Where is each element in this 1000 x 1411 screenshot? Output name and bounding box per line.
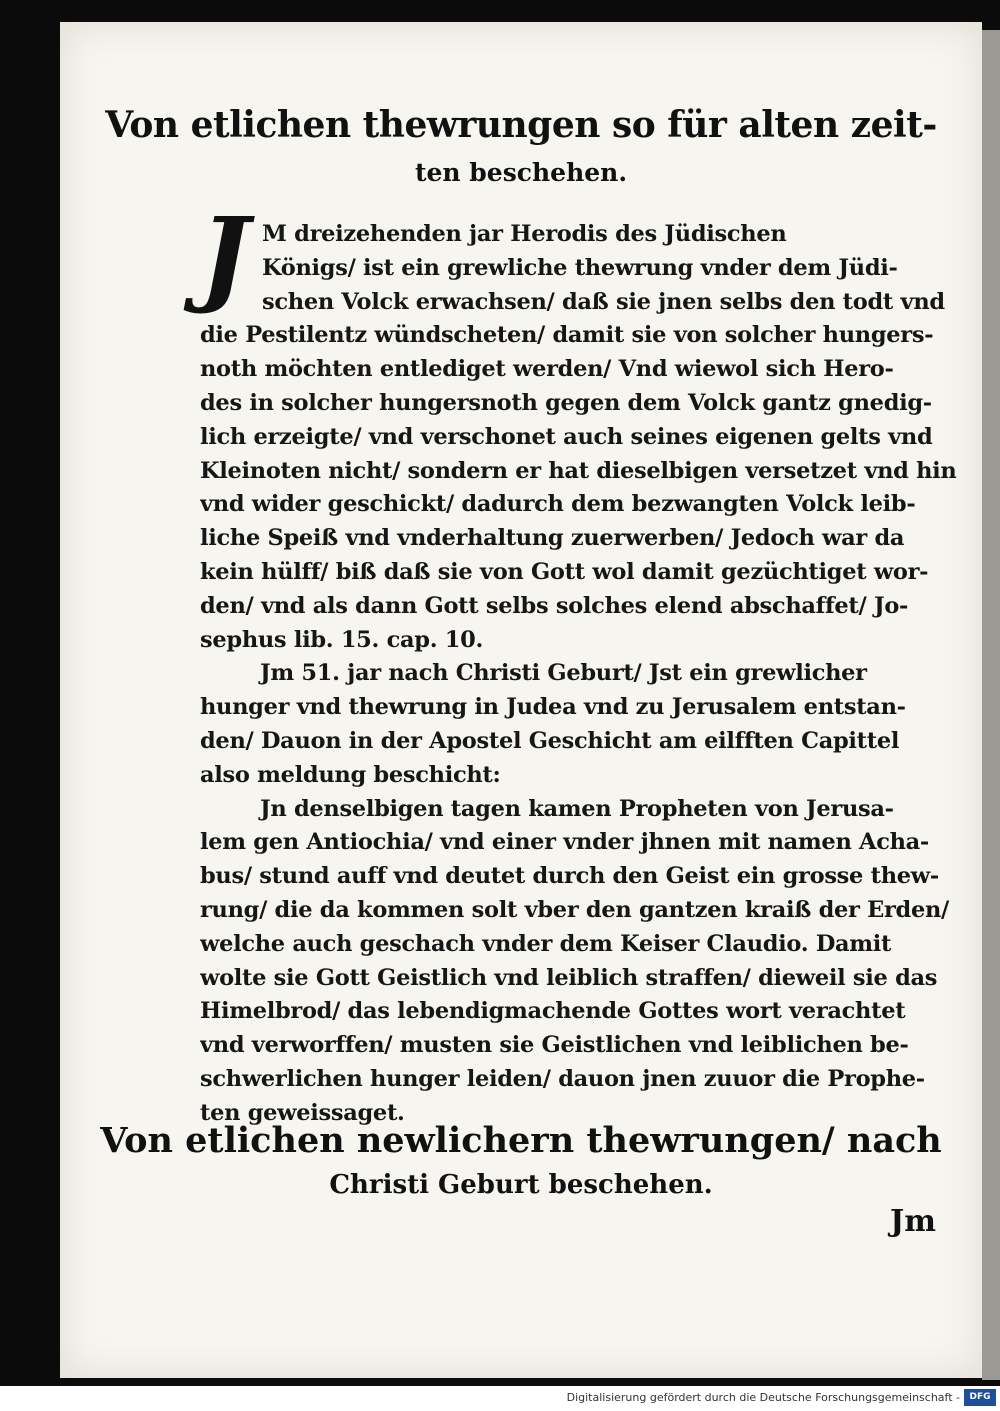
- text-line: ten geweissaget.: [200, 1099, 405, 1126]
- text-line: Himelbrod/ das lebendigmachende Gottes wort verachtet: [200, 998, 906, 1025]
- text-line: Königs/ ist ein grewliche thewrung vnder dem Jüdi-: [262, 254, 898, 281]
- body-text: [200, 218, 960, 1131]
- text-line: die Pestilentz wündscheten/ damit sie von solcher hungers-: [200, 322, 934, 349]
- text-line: M dreizehenden jar Herodis des Jüdischen: [262, 221, 787, 247]
- text-line: vnd verworffen/ musten sie Geistlichen vnd leiblichen be-: [200, 1032, 909, 1059]
- text-line: den/ vnd als dann Gott selbs solches elend abschaffet/ Jo-: [200, 592, 909, 619]
- text-line: schen Volck erwachsen/ daß sie jnen selbs den todt vnd: [262, 288, 945, 315]
- text-line: Kleinoten nicht/ sondern er hat dieselbigen versetzet vnd hin: [200, 457, 957, 484]
- text-line: Jn denselbigen tagen kamen Propheten von Jerusa-: [260, 795, 894, 822]
- page-edge: [982, 30, 1000, 1380]
- text-line: bus/ stund auff vnd deutet durch den Geist ein grosse thew-: [200, 863, 939, 890]
- text-line: vnd wider geschickt/ dadurch dem bezwangten Volck leib-: [200, 491, 916, 518]
- text-line: welche auch geschach vnder dem Keiser Claudio. Damit: [200, 930, 892, 957]
- heading-bottom-line1: Von etlichen newlichern thewrungen/ nach: [100, 1120, 942, 1161]
- text-line: Jm 51. jar nach Christi Geburt/ Jst ein grewlicher: [260, 660, 867, 687]
- dfg-logo: DFG: [964, 1389, 996, 1406]
- text-line: rung/ die da kommen solt vber den gantzen kraiß der Erden/: [200, 896, 949, 923]
- text-line: lich erzeigte/ vnd verschonet auch seines eigenen gelts vnd: [200, 423, 933, 450]
- text-line: den/ Dauon in der Apostel Geschicht am eilfften Capittel: [200, 727, 900, 754]
- text-line: lem gen Antiochia/ vnd einer vnder jhnen mit namen Acha-: [200, 829, 929, 856]
- text-line: liche Speiß vnd vnderhaltung zuerwerben/ Jedoch war da: [200, 525, 905, 552]
- catchword: Jm: [890, 1204, 936, 1239]
- book-page: [60, 22, 982, 1378]
- text-line: schwerlichen hunger leiden/ dauon jnen zuuor die Prophe-: [200, 1065, 925, 1092]
- footer-credit: Digitalisierung gefördert durch die Deutsche Forschungsgemeinschaft -: [566, 1391, 960, 1404]
- text-line: hunger vnd thewrung in Judea vnd zu Jerusalem entstan-: [200, 694, 906, 721]
- footer: [0, 1386, 1000, 1411]
- text-line: des in solcher hungersnoth gegen dem Volck gantz gnedig-: [200, 389, 932, 416]
- heading-bottom-line2: Christi Geburt beschehen.: [329, 1170, 713, 1200]
- text-line: sephus lib. 15. cap. 10.: [200, 626, 484, 653]
- text-line: also meldung beschicht:: [200, 761, 501, 788]
- text-line: kein hülff/ biß daß sie von Gott wol damit gezüchtiget wor-: [200, 558, 929, 585]
- heading-top-line1: Von etlichen thewrungen so für alten zeit-: [105, 104, 937, 146]
- text-line: noth möchten entlediget werden/ Vnd wiewol sich Hero-: [200, 356, 894, 383]
- drop-cap: J: [200, 194, 250, 317]
- heading-top-line2: ten beschehen.: [414, 158, 628, 187]
- text-line: wolte sie Gott Geistlich vnd leiblich straffen/ dieweil sie das: [200, 964, 938, 991]
